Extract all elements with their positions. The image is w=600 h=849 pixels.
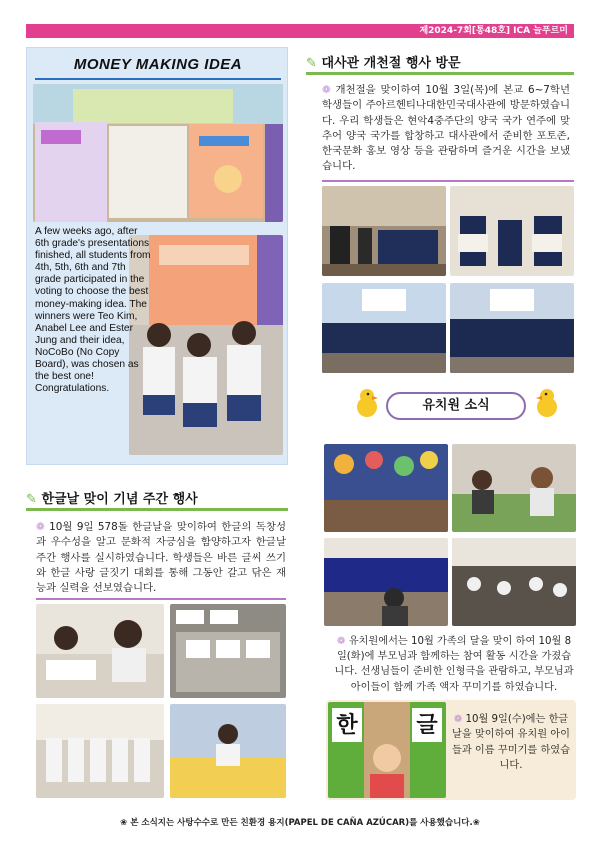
embassy-title-bar [306,72,574,75]
embassy-photo-3 [322,283,446,373]
kinder-body: ❁ 유치원에서는 10월 가족의 달을 맞이 하여 10월 8일(화)에 부모님과 함께하는 참여 활동 시간을 가졌습니다. 선생님들이 준비한 인형극을 관람하고, 부모님과 아이들이 함께 가족 액자 꾸미기를 하였습니다. [334,636,574,693]
footer-note: ❀ 본 소식지는 사탕수수로 만든 친환경 용지(PAPEL DE CAÑA AZÚCAR)를 사용했습니다.❀ [120,818,480,828]
money-panel [26,47,288,465]
hangul-photo-3 [36,704,164,798]
embassy-photo-4 [450,283,574,373]
kinder-photo-4 [452,538,576,626]
header-bar [26,24,574,38]
hangul-title-bar [26,508,288,511]
hangul-body: ❁ 10월 9일 578돌 한글날을 맞이하여 한글의 독창성과 우수성을 알고 문화적 자긍심을 함양하고자 한글날 주간 행사를 실시하였습니다. 학생들은 바른 글씨 쓰기와 한글 사랑 글짓기 대회를 통해 그동안 갈고 닦은 재능과 실력을 선보였습니다. [36,521,286,595]
embassy-photo-2 [450,186,574,276]
money-poster-photo [33,84,283,222]
kinder-photo-1 [324,444,448,532]
embassy-title: ✎ 대사관 개천절 행사 방문 [306,56,461,71]
embassy-body: ❁ 개천절을 맞이하여 10월 3일(목)에 본교 6~7학년 학생들이 주아르헨티나대한민국대사관에 방문하였습니다. 우리 학생들은 현악4중주단의 양국 국가 연주에 맞추어 양국 국가를 합창하고 대사관에서 준비한 포토존, 한국문화 홍보 영상 등을 관람하며 즐거운 시간을 보냈습니다. [322,84,570,173]
money-title: MONEY MAKING IDEA [73,56,243,73]
kinder-photo-3 [324,538,448,626]
hangul-title: ✎ 한글날 맞이 기념 주간 행사 [26,492,198,507]
chick-icon [354,388,380,418]
kinder-photo-2 [452,444,576,532]
hangul-photo-2 [170,604,286,698]
issue-label: 제2024-7회[통48호] ICA 늘푸르미 [419,26,568,36]
hangul-divider [36,598,286,600]
chick-icon [534,388,560,418]
hangul-photo-1 [36,604,164,698]
embassy-divider [322,180,574,182]
money-body: A few weeks ago, after 6th grade's presentations finished, all students from 4th, 5th, 6th and 7th grade participated in the voting to choose the best money-making idea. The winners were Teo Kim, Anabel Lee and Ester Jung and their idea, NoCoBo (No Copy Board), was chosen as the best one! Congratulations. [35,226,151,395]
kinder-note: ❁ 10월 9일(수)에는 한글날을 맞이하여 유치원 아이들과 이름 꾸미기를 하였습니다. [452,714,570,772]
money-winners-photo [129,235,283,455]
hangul-photo-4 [170,704,286,798]
kinder-sign-right: 글 [416,713,438,738]
embassy-photo-1 [322,186,446,276]
kinder-sign-left: 한 [336,713,358,738]
money-title-underline [35,78,281,80]
kinder-title-badge: 유치원 소식 [386,392,526,420]
